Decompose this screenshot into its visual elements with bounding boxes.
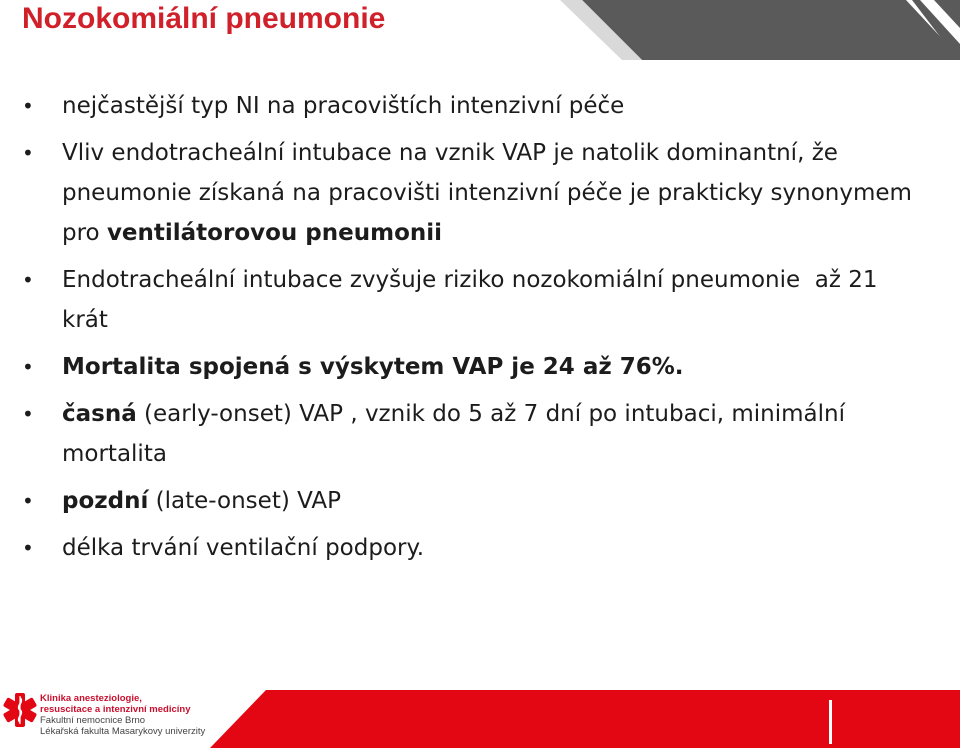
bullet-bold-text: Mortalita spojená s výskytem VAP je 24 až 76%.: [62, 354, 684, 380]
logo-line-4: Lékařská fakulta Masarykovy univerzity: [40, 726, 206, 737]
logo-line-3: Fakultní nemocnice Brno: [40, 715, 146, 726]
bullet-item: [20, 394, 930, 474]
bullet-text: nejčastější typ NI na pracovištích intenzivní péče: [62, 93, 625, 119]
logo-line-1: Klinika anesteziologie,: [40, 693, 142, 704]
bullet-text: Endotracheální intubace zvyšuje riziko nozokomiální pneumonie až 21 krát: [62, 267, 885, 333]
bullet-text: (early-onset) VAP , vznik do 5 až 7 dní po intubaci, minimální mortalita: [62, 401, 845, 467]
bullet-item: [20, 347, 930, 387]
asklepios-star-icon: [2, 690, 38, 730]
bullet-text: Vliv endotracheální intubace na vznik VAP je natolik dominantní, že pneumonie získaná na pracovišti intenzivní péče je prakticky synonymem pro: [62, 140, 912, 246]
bullet-dot-icon: •: [22, 536, 34, 560]
bullet-item: [20, 260, 930, 340]
bullet-dot-icon: •: [22, 489, 34, 513]
bullet-bold-text: pozdní: [62, 488, 149, 514]
bullet-text: (late-onset) VAP: [148, 488, 341, 514]
bullet-dot-icon: •: [22, 94, 34, 118]
bullet-item: [20, 528, 930, 568]
bullet-dot-icon: •: [22, 402, 34, 426]
logo-line-2: resuscitace a intenzivní medicíny: [40, 704, 191, 715]
bullet-list: [20, 86, 930, 575]
bullet-dot-icon: •: [22, 141, 34, 165]
bullet-bold-text: ventilátorovou pneumonii: [106, 220, 443, 246]
clinic-logo: [2, 684, 242, 748]
bullet-item: [20, 481, 930, 521]
bullet-bold-text: časná: [62, 401, 137, 427]
slide-title: Nozokomiální pneumonie: [22, 2, 386, 35]
bullet-dot-icon: •: [22, 355, 34, 379]
bullet-text: délka trvání ventilační podpory.: [62, 535, 425, 561]
bullet-item: [20, 86, 930, 126]
corner-decoration: [560, 0, 960, 60]
bullet-dot-icon: •: [22, 268, 34, 292]
bullet-item: [20, 133, 930, 253]
